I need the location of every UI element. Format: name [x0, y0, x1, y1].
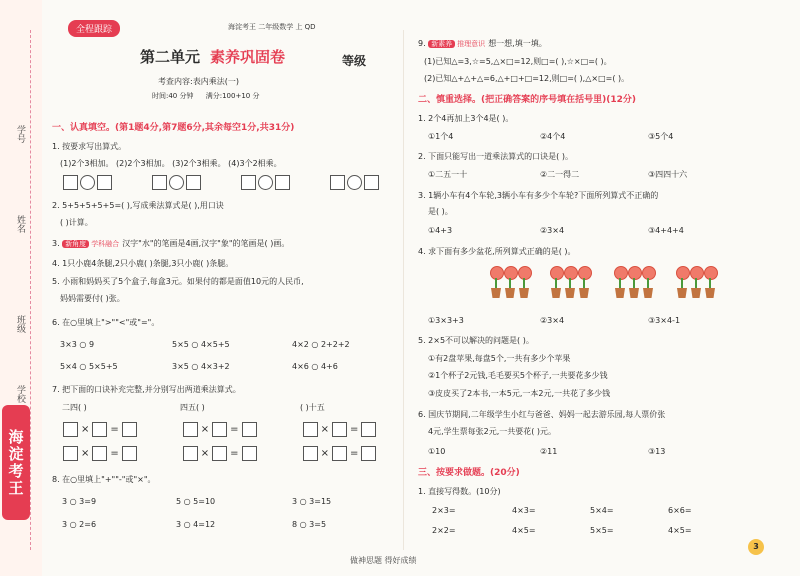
q3-text: 3. 新角度 学科融合 汉字"水"的笔画是4画,汉字"象"的笔画是( )画。 [52, 239, 290, 248]
answer-circle[interactable] [347, 175, 362, 190]
cut-line [30, 30, 31, 550]
flower-pot-icon [518, 266, 530, 300]
t1-item: 6×6= [668, 506, 692, 515]
margin-field-id: 学号 [15, 125, 25, 143]
flower-pot-icon [628, 266, 640, 300]
header-badge: 全程跟踪 [68, 20, 120, 37]
flower-pot-icon [504, 266, 516, 300]
r2-text: 2. 下面只能写出一道乘法算式的口诀是( )。 [418, 152, 573, 161]
answer-box[interactable] [186, 175, 201, 190]
answer-box[interactable] [63, 446, 78, 461]
q7-equation-boxes: × = × = × = [62, 446, 377, 461]
q6-item: 3×3 ○ 9 [60, 340, 95, 349]
footer-slogan: 做神思题 得好成绩 [350, 556, 417, 565]
r6-option: ③13 [648, 447, 666, 456]
r3-option: ③4+4+4 [648, 226, 684, 235]
margin-field-school: 学校 [15, 385, 25, 403]
scope-line: 考查内容:表内乘法(一) [158, 77, 239, 86]
answer-box[interactable] [183, 446, 198, 461]
flower-pot-icon [490, 266, 502, 300]
answer-box[interactable] [92, 422, 107, 437]
r4-text: 4. 求下面有多少盆花,所列算式正确的是( )。 [418, 247, 576, 256]
answer-box[interactable] [242, 446, 257, 461]
column-divider [403, 30, 404, 550]
left-margin [0, 0, 42, 576]
q8-item: 3 ○ 3=9 [62, 497, 97, 506]
tag-new-literacy: 新素养 [428, 40, 455, 48]
q6-item: 5×4 ○ 5×5+5 [60, 362, 118, 371]
q8-text: 8. 在○里填上"+""-"或"×"。 [52, 475, 156, 484]
q2-text-cont: ( )计算。 [60, 218, 93, 227]
answer-box[interactable] [303, 446, 318, 461]
time-info [152, 91, 269, 101]
r5-option: ②1个杯子2元钱,毛毛要买5个杯子,一共要花多少钱 [428, 371, 608, 380]
r2-option: ①二五一十 [428, 170, 468, 179]
r3-option: ②3×4 [540, 226, 565, 235]
r5-text: 5. 2×5不可以解决的问题是( )。 [418, 336, 534, 345]
r4-option: ①3×3+3 [428, 316, 464, 325]
flower-pot-icon [704, 266, 716, 300]
answer-circle[interactable] [258, 175, 273, 190]
q9-text: 9. 新素养 推理意识 想一想,填一填。 [418, 39, 547, 48]
flower-group-2 [550, 266, 590, 300]
q6-item: 5×5 ○ 4×5+5 [172, 340, 230, 349]
q6-item: 3×5 ○ 4×3+2 [172, 362, 230, 371]
brand-logo: 海淀考王 [2, 405, 30, 520]
publisher-line: 海淀考王 二年级数学 上 QD [228, 23, 316, 31]
answer-circle[interactable] [169, 175, 184, 190]
t1-item: 4×3= [512, 506, 536, 515]
full-score: 满分:100+10 分 [205, 92, 260, 100]
q7-rhyme: 二四( ) [62, 403, 87, 412]
q7-text: 7. 把下面的口诀补充完整,并分别写出两道乘法算式。 [52, 385, 241, 394]
r6-option: ②11 [540, 447, 558, 456]
q2-text: 2. 5+5+5+5+5=( ),写成乘法算式是( ),用口诀 [52, 201, 224, 210]
answer-box[interactable] [63, 422, 78, 437]
time-limit: 时间:40 分钟 [152, 92, 194, 100]
tag-cross-subject: 学科融合 [91, 240, 120, 248]
answer-box[interactable] [364, 175, 379, 190]
tag-reasoning: 推理意识 [457, 40, 486, 48]
q1-text: 1. 按要求写出算式。 [52, 142, 127, 151]
q1-parts: (1)2个3相加。 (2)2个3相加。 (3)2个3相乘。 (4)3个2相乘。 [60, 159, 282, 168]
t1-item: 2×2= [432, 526, 456, 535]
tag-new-angle: 新角度 [62, 240, 89, 248]
r3-text-cont: 是( )。 [428, 207, 453, 216]
q6-item: 4×6 ○ 4+6 [292, 362, 338, 371]
q5-text-cont: 妈妈需要付( )张。 [60, 294, 125, 303]
flower-pot-icon [614, 266, 626, 300]
unit-title: 第二单元 [140, 48, 201, 66]
answer-circle[interactable] [80, 175, 95, 190]
r4-option: ②3×4 [540, 316, 565, 325]
answer-box[interactable] [122, 446, 137, 461]
r6-option: ①10 [428, 447, 446, 456]
answer-box[interactable] [212, 422, 227, 437]
q9-part-a: (1)已知△=3,☆=5,△×□=12,则□=( ),☆×□=( )。 [424, 57, 612, 66]
r2-option: ②二一得二 [540, 170, 580, 179]
q6-text: 6. 在○里填上">""<"或"="。 [52, 318, 160, 327]
t1-text: 1. 直接写得数。(10分) [418, 487, 501, 496]
section-1-heading: 一、认真填空。(第1题4分,第7题6分,其余每空1分,共31分) [52, 123, 295, 133]
answer-box[interactable] [212, 446, 227, 461]
r2-option: ③四四十六 [648, 170, 688, 179]
q8-item: 3 ○ 2=6 [62, 520, 97, 529]
answer-box[interactable] [332, 446, 347, 461]
q8-item: 3 ○ 4=12 [176, 520, 216, 529]
answer-box[interactable] [122, 422, 137, 437]
answer-box[interactable] [152, 175, 167, 190]
header [60, 18, 390, 123]
flower-pot-icon [690, 266, 702, 300]
r3-text: 3. 1辆小车有4个车轮,3辆小车有多少个车轮?下面所列算式不正确的 [418, 191, 659, 200]
t1-item: 5×4= [590, 506, 614, 515]
q6-item: 4×2 ○ 2+2+2 [292, 340, 350, 349]
r3-option: ①4+3 [428, 226, 453, 235]
q5-text: 5. 小雨和妈妈买了5个盒子,每盒3元。如果付的都是面值10元的人民币, [52, 277, 304, 286]
q8-item: 3 ○ 3=15 [292, 497, 332, 506]
answer-box[interactable] [361, 446, 376, 461]
answer-box[interactable] [361, 422, 376, 437]
flower-group-4 [676, 266, 716, 300]
answer-box[interactable] [92, 446, 107, 461]
r1-option: ①1个4 [428, 132, 454, 141]
t1-item: 2×3= [432, 506, 456, 515]
answer-box[interactable] [241, 175, 256, 190]
answer-box[interactable] [242, 422, 257, 437]
answer-box[interactable] [332, 422, 347, 437]
r1-option: ③5个4 [648, 132, 674, 141]
answer-box[interactable] [275, 175, 290, 190]
margin-field-name: 姓名 [15, 215, 25, 233]
flower-group-3 [614, 266, 654, 300]
title-red: 素养巩固卷 [210, 48, 286, 66]
answer-box[interactable] [63, 175, 78, 190]
page-number: 3 [748, 539, 764, 555]
answer-box[interactable] [97, 175, 112, 190]
answer-box[interactable] [303, 422, 318, 437]
margin-field-class: 班级 [15, 315, 25, 333]
section-2-heading: 二、慎重选择。(把正确答案的序号填在括号里)(12分) [418, 95, 636, 105]
grade-label: 等级 [342, 54, 367, 68]
r6-text: 6. 国庆节期间,二年级学生小红与爸爸、妈妈一起去游乐园,每人票价张 [418, 410, 666, 419]
r5-option: ①有2盘苹果,每盘5个,一共有多少个苹果 [428, 354, 571, 363]
t1-item: 5×5= [590, 526, 614, 535]
flower-pot-icon [578, 266, 590, 300]
q7-equation-boxes: × = × = × = [62, 422, 377, 437]
q1-answer-boxes [62, 175, 380, 190]
page-title [140, 46, 285, 67]
q7-rhyme: 四五( ) [180, 403, 205, 412]
q4-text: 4. 1只小鹿4条腿,2只小鹿( )条腿,3只小鹿( )条腿。 [52, 259, 234, 268]
r1-option: ②4个4 [540, 132, 566, 141]
answer-box[interactable] [330, 175, 345, 190]
r1-text: 1. 2个4再加上3个4是( )。 [418, 114, 514, 123]
r5-option: ③皮皮买了2本书,一本5元,一本2元,一共花了多少钱 [428, 389, 611, 398]
flower-group-1 [490, 266, 530, 300]
r6-text-cont: 4元,学生票每张2元,一共要花( )元。 [428, 427, 557, 436]
q8-item: 8 ○ 3=5 [292, 520, 327, 529]
q8-item: 5 ○ 5=10 [176, 497, 216, 506]
flower-pot-icon [642, 266, 654, 300]
flower-pot-icon [564, 266, 576, 300]
section-3-heading: 三、按要求做题。(20分) [418, 468, 520, 478]
r4-option: ③3×4-1 [648, 316, 681, 325]
q9-part-b: (2)已知△+△+△=6,△+□+□=12,则□=( ),△×□=( )。 [424, 74, 630, 83]
t1-item: 4×5= [512, 526, 536, 535]
q7-rhyme: ( )十五 [300, 403, 325, 412]
flower-pot-icon [550, 266, 562, 300]
t1-item: 4×5= [668, 526, 692, 535]
answer-box[interactable] [183, 422, 198, 437]
flower-pot-icon [676, 266, 688, 300]
